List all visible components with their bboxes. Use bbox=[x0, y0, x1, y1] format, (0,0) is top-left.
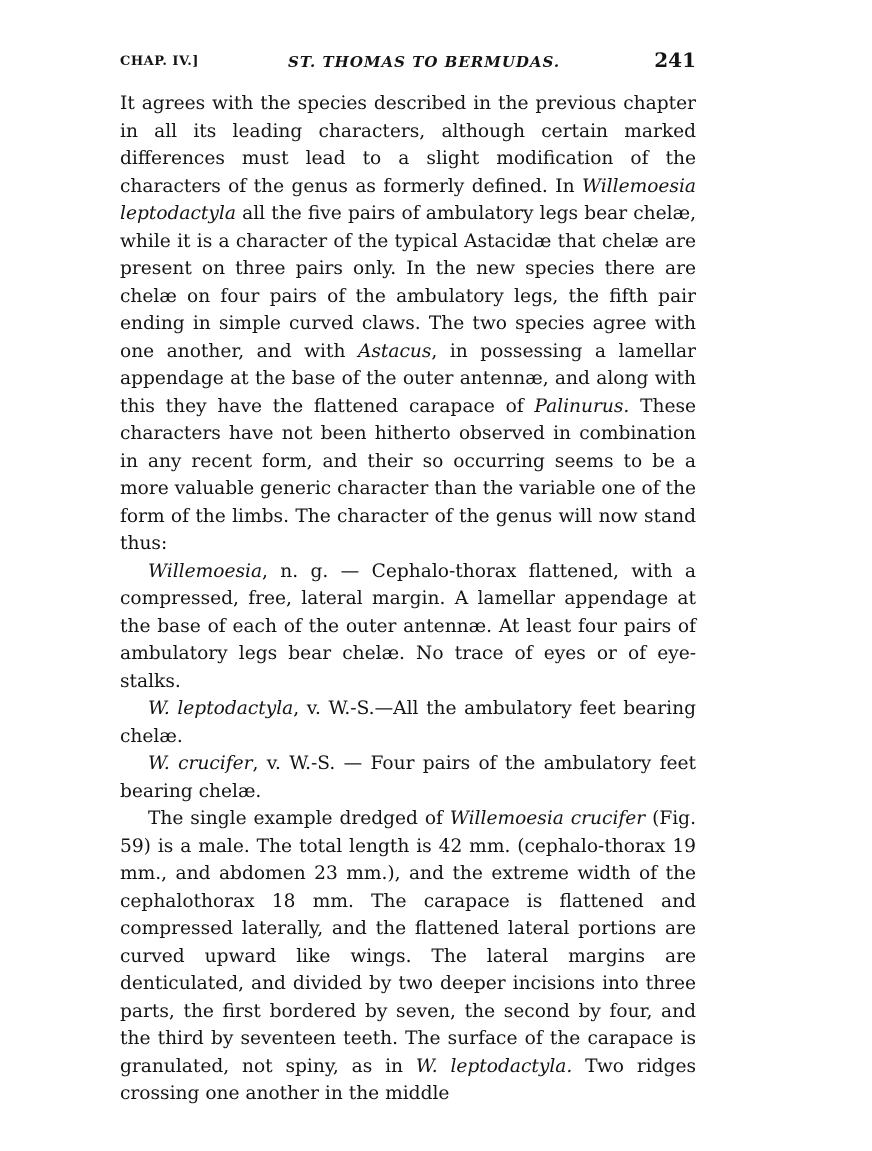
text-run: , v. W.-S. — Four pairs of the ambulatory feet bearing chelæ. bbox=[120, 753, 696, 802]
text-run: Two ridges crossing one another in the middle bbox=[120, 1055, 697, 1104]
text-run: all the five pairs of ambulatory legs bear chelæ, while it is a character of the typical Astacidæ that chelæ are present on three pairs only. In the new species there are chelæ on four pairs of the ambulatory legs, the fifth pair ending in simple curved claws. The two species agree with one another, and with bbox=[120, 203, 696, 362]
text-run: The single example dredged of bbox=[148, 808, 450, 829]
paragraph bbox=[120, 90, 696, 558]
italic-run: Willemoesia leptodactyla bbox=[120, 175, 696, 224]
text-run: (Fig. 59) is a male. The total length is 42 mm. (cephalo-thorax 19 mm., and abdomen 23 mm.), and the extreme width of the cephalothorax 18 mm. The carapace is flattened and compressed laterally, and the flattened lateral portions are curved upward like wings. The lateral margins are denticulated, and divided by two deeper incisions into three parts, the first bordered by seven, the second by four, and the third by seventeen teeth. The surface of the carapace is granulated, not spiny, as in bbox=[120, 808, 696, 1077]
italic-run: Willemoesia crucifer bbox=[449, 808, 646, 829]
text-run: It agrees with the species described in the previous chapter in all its leading characters, although certain marked differences must lead to a slight modification of the characters of the genus as formerly defined. In bbox=[120, 93, 696, 197]
paragraph bbox=[120, 558, 696, 696]
text-run: These characters have not been hitherto observed in combination in any recent form, and their so occurring seems to be a more valuable generic character than the variable one of the form of the limbs. The character of the genus will now stand thus: bbox=[120, 395, 696, 554]
running-header bbox=[120, 48, 696, 78]
body-text bbox=[120, 90, 696, 1108]
text-run: , n. g. — Cephalo-thorax flattened, with a compressed, free, lateral margin. A lamellar appendage at the base of each of the outer antennæ. At least four pairs of ambulatory legs bear chelæ. No trace of eyes or of eye-stalks. bbox=[120, 560, 696, 692]
page-number: 241 bbox=[654, 48, 696, 72]
italic-run: Willemoesia bbox=[148, 560, 263, 582]
paragraph bbox=[120, 750, 696, 805]
italic-run: Astacus bbox=[357, 340, 432, 362]
running-title: ST. THOMAS TO BERMUDAS. bbox=[288, 53, 561, 71]
italic-run: W. leptodactyla. bbox=[415, 1055, 573, 1077]
italic-run: W. crucifer bbox=[148, 753, 253, 774]
paragraph bbox=[120, 695, 696, 750]
paragraph bbox=[120, 805, 696, 1108]
text-run: , in possessing a lamellar appendage at the base of the outer antennæ, and along with this they have the flattened carapace of bbox=[120, 340, 696, 417]
italic-run: Palinurus. bbox=[534, 395, 630, 417]
text-run: , v. W.-S.—All the ambulatory feet bearing chelæ. bbox=[120, 698, 696, 747]
italic-run: W. leptodactyla bbox=[148, 698, 294, 719]
chapter-label: CHAP. IV.] bbox=[120, 54, 199, 69]
